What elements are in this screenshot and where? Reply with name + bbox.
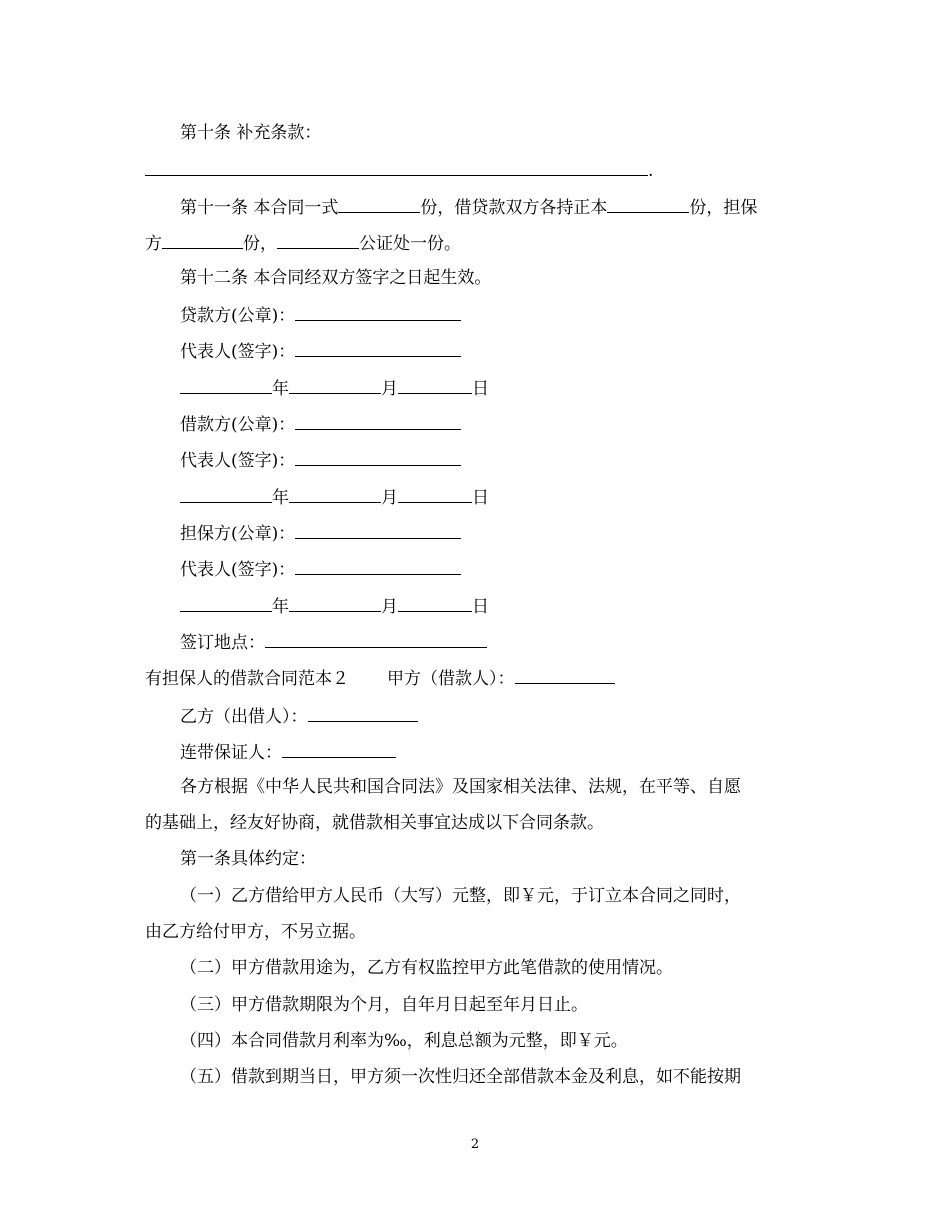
guarantor-representative-blank xyxy=(295,556,461,575)
item-4-text: （四）本合同借款月利率为‰，利息总额为元整，即￥元。 xyxy=(180,1031,628,1051)
month-blank xyxy=(289,593,381,612)
item-1-line-1 xyxy=(180,884,741,908)
article-11-text-2: 份，借贷款双方各持正本 xyxy=(420,198,608,218)
month-label: 月 xyxy=(381,597,398,617)
year-blank xyxy=(180,593,272,612)
guarantor-seal-blank xyxy=(295,520,461,539)
item-1-line-2 xyxy=(145,920,366,944)
borrower-seal-label: 借款方(公章)： xyxy=(180,415,296,435)
article-1-heading-text: 第一条具体约定： xyxy=(180,849,316,869)
article-11-line-2 xyxy=(145,230,461,254)
borrower-representative-label: 代表人(签字)： xyxy=(180,451,296,471)
day-blank xyxy=(398,593,472,612)
day-blank xyxy=(398,484,472,503)
party-b-label: 乙方（出借人）： xyxy=(180,707,308,727)
intro-text-2: 的基础上，经友好协商，就借款相关事宜达成以下合同条款。 xyxy=(145,813,604,833)
item-2 xyxy=(180,956,673,980)
article-10-blank-line xyxy=(145,157,653,181)
sample2-title: 有担保人的借款合同范本２ xyxy=(145,669,349,689)
borrower-seal-line xyxy=(180,411,461,435)
day-label: 日 xyxy=(472,379,489,399)
borrower-seal-blank xyxy=(295,411,461,430)
month-blank xyxy=(289,375,381,394)
lender-representative-blank xyxy=(295,338,461,357)
year-label: 年 xyxy=(272,488,289,508)
article-12-text: 第十二条 本合同经双方签字之日起生效。 xyxy=(180,268,492,288)
borrower-date-line xyxy=(180,484,489,508)
day-label: 日 xyxy=(472,597,489,617)
article-11-text-6: 公证处一份。 xyxy=(359,234,461,254)
copies-original-blank xyxy=(607,194,689,213)
article-11-text-4: 方 xyxy=(145,234,162,254)
article-11-line-1 xyxy=(180,194,757,218)
article-1-heading xyxy=(180,847,316,871)
lender-seal-line xyxy=(180,302,461,326)
article-11-text-3: 份，担保 xyxy=(689,198,758,218)
lender-representative-line xyxy=(180,338,461,362)
article-11-text-1: 第十一条 本合同一式 xyxy=(180,198,339,218)
month-label: 月 xyxy=(381,379,398,399)
party-a-blank xyxy=(515,665,615,684)
article-11-text-5: 份， xyxy=(243,234,277,254)
intro-text-1: 各方根据《中华人民共和国合同法》及国家相关法律、法规，在平等、自愿 xyxy=(180,777,741,797)
sign-place-line xyxy=(180,629,487,653)
item-4 xyxy=(180,1029,628,1053)
borrower-representative-blank xyxy=(295,447,461,466)
day-label: 日 xyxy=(472,488,489,508)
copies-total-blank xyxy=(338,194,420,213)
item-3-text: （三）甲方借款期限为个月，自年月日起至年月日止。 xyxy=(180,995,588,1015)
page-number: 2 xyxy=(470,1137,480,1152)
item-2-text: （二）甲方借款用途为，乙方有权监控甲方此笔借款的使用情况。 xyxy=(180,958,673,978)
item-5-text: （五）借款到期当日，甲方须一次性归还全部借款本金及利息，如不能按期 xyxy=(180,1067,741,1087)
day-blank xyxy=(398,375,472,394)
sign-place-label: 签订地点： xyxy=(180,633,265,653)
guarantor-seal-label: 担保方(公章)： xyxy=(180,524,296,544)
article-10-end-period: . xyxy=(648,161,654,181)
guarantor-representative-label: 代表人(签字)： xyxy=(180,560,296,580)
intro-line-1 xyxy=(180,775,741,799)
party-a-label: 甲方（借款人）： xyxy=(387,669,515,689)
guarantor-copies-blank xyxy=(162,230,243,249)
year-blank xyxy=(180,484,272,503)
item-1-text-1: （一）乙方借给甲方人民币（大写）元整，即￥元，于订立本合同之同时， xyxy=(180,886,741,906)
supplement-blank xyxy=(145,157,648,176)
lender-representative-label: 代表人(签字)： xyxy=(180,342,296,362)
month-blank xyxy=(289,484,381,503)
intro-line-2 xyxy=(145,811,604,835)
guarantor-seal-line xyxy=(180,520,461,544)
joint-guarantor-blank xyxy=(282,739,396,758)
item-3 xyxy=(180,993,588,1017)
borrower-representative-line xyxy=(180,447,461,471)
sample2-title-line xyxy=(145,665,615,689)
party-b-line xyxy=(180,703,418,727)
joint-guarantor-label: 连带保证人： xyxy=(180,743,282,763)
item-5 xyxy=(180,1065,741,1089)
article-10-heading-text: 第十条 补充条款： xyxy=(180,123,322,143)
guarantor-representative-line xyxy=(180,556,461,580)
item-1-text-2: 由乙方给付甲方，不另立据。 xyxy=(145,922,366,942)
article-10-heading xyxy=(180,121,321,145)
year-blank xyxy=(180,375,272,394)
lender-seal-blank xyxy=(295,302,461,321)
month-label: 月 xyxy=(381,488,398,508)
notary-blank xyxy=(277,230,359,249)
guarantor-date-line xyxy=(180,593,489,617)
sign-place-blank xyxy=(265,629,487,648)
year-label: 年 xyxy=(272,379,289,399)
party-b-blank xyxy=(308,703,418,722)
year-label: 年 xyxy=(272,597,289,617)
lender-seal-label: 贷款方(公章)： xyxy=(180,306,296,326)
article-12 xyxy=(180,266,491,290)
joint-guarantor-line xyxy=(180,739,396,763)
lender-date-line xyxy=(180,375,489,399)
